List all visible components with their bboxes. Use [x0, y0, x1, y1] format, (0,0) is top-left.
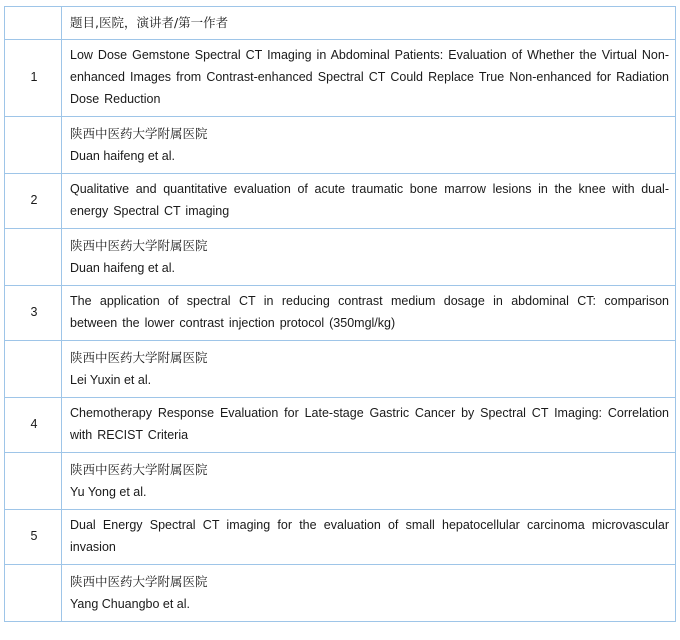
hospital-name: 陕西中医药大学附属医院	[70, 237, 208, 253]
paper-title: Low Dose Gemstone Spectral CT Imaging in Abdominal Patients: Evaluation of Whether the Virtual Non-enhanced Images from Contrast-enhanced Spectral CT Could Replace True Non-enhanced for Radiation Dose Reduction	[70, 47, 669, 106]
row-title	[62, 173, 676, 228]
row-title	[62, 285, 676, 340]
author-name: Duan haifeng et al.	[70, 260, 175, 275]
row-title	[62, 39, 676, 116]
hospital-name: 陕西中医药大学附属医院	[70, 349, 208, 365]
row-index-blank	[5, 452, 62, 509]
author-name: Yu Yong et al.	[70, 484, 147, 499]
table-header-row	[5, 7, 676, 40]
header-index-cell	[5, 7, 62, 40]
row-title	[62, 509, 676, 564]
paper-title: The application of spectral CT in reducing contrast medium dosage in abdominal CT: comparison between the lower contrast injection protocol (350mgl/kg)	[70, 293, 669, 330]
hospital-name: 陕西中医药大学附属医院	[70, 573, 208, 589]
table-row	[5, 509, 676, 564]
paper-list-table	[4, 6, 676, 622]
row-affiliation	[62, 228, 676, 285]
table-body	[5, 7, 676, 622]
row-index: 2	[5, 173, 62, 228]
row-affiliation	[62, 340, 676, 397]
table-row	[5, 285, 676, 340]
table-row	[5, 452, 676, 509]
table-row	[5, 564, 676, 621]
row-index: 4	[5, 397, 62, 452]
table-row	[5, 340, 676, 397]
row-index-blank	[5, 564, 62, 621]
table-row	[5, 173, 676, 228]
row-index-blank	[5, 340, 62, 397]
author-name: Duan haifeng et al.	[70, 148, 175, 163]
header-label-cell: 题目,医院，演讲者/第一作者	[62, 7, 676, 40]
row-affiliation	[62, 452, 676, 509]
row-index-blank	[5, 228, 62, 285]
table-row	[5, 39, 676, 116]
paper-title: Qualitative and quantitative evaluation of acute traumatic bone marrow lesions in the knee with dual-energy Spectral CT imaging	[70, 181, 669, 218]
author-name: Yang Chuangbo et al.	[70, 596, 191, 611]
row-affiliation	[62, 564, 676, 621]
table-row	[5, 116, 676, 173]
author-name: Lei Yuxin et al.	[70, 372, 152, 387]
table-row	[5, 228, 676, 285]
row-index: 3	[5, 285, 62, 340]
row-title	[62, 397, 676, 452]
hospital-name: 陕西中医药大学附属医院	[70, 461, 208, 477]
paper-title: Chemotherapy Response Evaluation for Late-stage Gastric Cancer by Spectral CT Imaging: Correlation with RECIST Criteria	[70, 405, 669, 442]
table-row	[5, 397, 676, 452]
paper-title: Dual Energy Spectral CT imaging for the evaluation of small hepatocellular carcinoma microvascular invasion	[70, 517, 669, 554]
hospital-name: 陕西中医药大学附属医院	[70, 125, 208, 141]
row-index: 1	[5, 39, 62, 116]
row-index: 5	[5, 509, 62, 564]
row-affiliation	[62, 116, 676, 173]
row-index-blank	[5, 116, 62, 173]
